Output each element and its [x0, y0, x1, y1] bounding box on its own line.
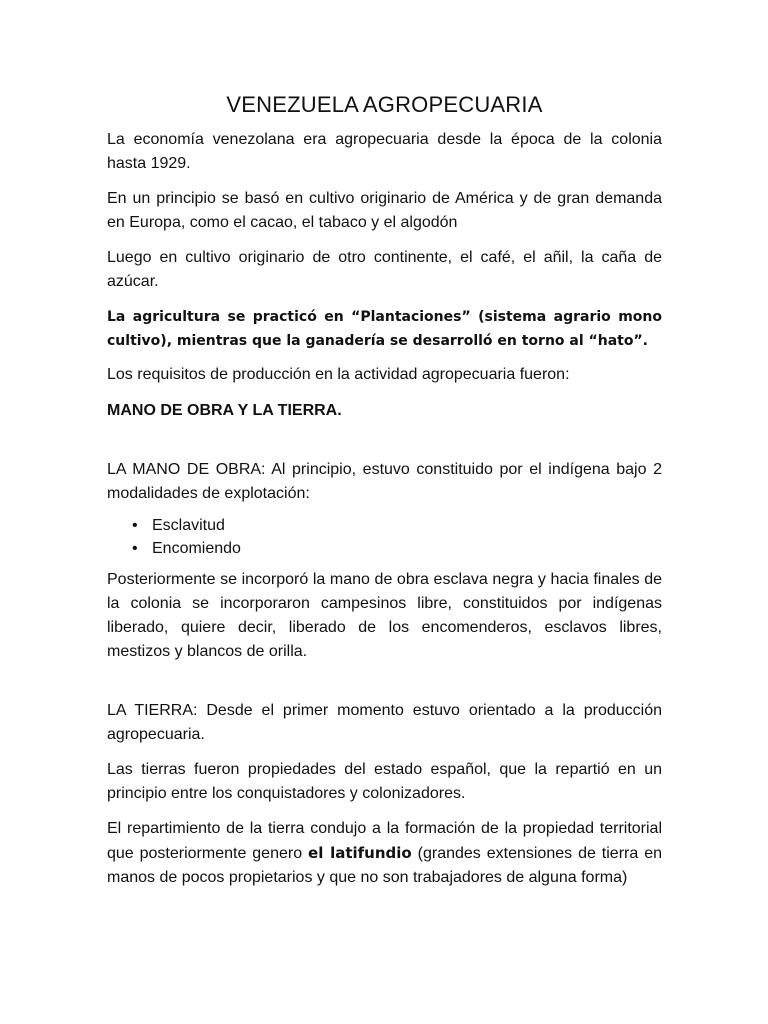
paragraph-economia: La economía venezolana era agropecuaria desde la época de la colonia hasta 1929.	[107, 131, 662, 172]
paragraph-la-tierra: LA TIERRA: Desde el primer momento estuvo orientado a la producción agropecuaria.	[107, 702, 662, 743]
paragraph-mano-de-obra: LA MANO DE OBRA: Al principio, estuvo constituido por el indígena bajo 2 modalidades de explotación:	[107, 461, 662, 502]
list-item: • Encomiendo	[132, 537, 662, 560]
paragraph-requisitos: Los requisitos de producción en la actividad agropecuaria fueron:	[107, 366, 570, 383]
heading-mano-de-obra-tierra: MANO DE OBRA Y LA TIERRA.	[107, 402, 342, 419]
document-page	[107, 0, 662, 890]
paragraph-posteriormente: Posteriormente se incorporó la mano de obra esclava negra y hacia finales de la colonia se incorporaron campesinos libre, constituidos por indígenas liberado, quiere decir, liberado de los encomenderos, esclavos libres, mestizos y blancos de orilla.	[107, 571, 662, 660]
latifundio-term: el latifundio	[308, 844, 412, 862]
page-title: VENEZUELA AGROPECUARIA	[226, 92, 543, 117]
paragraph-tierras-propiedades: Las tierras fueron propiedades del estado español, que la repartió en un principio entre los conquistadores y colonizadores.	[107, 761, 662, 802]
paragraph-luego: Luego en cultivo originario de otro continente, el café, el añil, la caña de azúcar.	[107, 249, 662, 290]
modalidades-list	[107, 514, 662, 560]
paragraph-principio: En un principio se basó en cultivo originario de América y de gran demanda en Europa, como el cacao, el tabaco y el algodón	[107, 190, 662, 231]
paragraph-repartimiento	[107, 817, 662, 890]
repartimiento-text-after: (grandes extensiones de tierra en manos de pocos propietarios y que no son trabajadores de alguna forma)	[107, 845, 662, 886]
list-item: • Esclavitud	[132, 514, 662, 537]
paragraph-agricultura: La agricultura se practicó en “Plantaciones” (sistema agrario mono cultivo), mientras que la ganadería se desarrolló en torno al “hato”.	[107, 309, 662, 349]
repartimiento-text-before: El repartimiento de la tierra condujo a la formación de la propiedad territorial que posteriormente genero	[107, 820, 662, 862]
